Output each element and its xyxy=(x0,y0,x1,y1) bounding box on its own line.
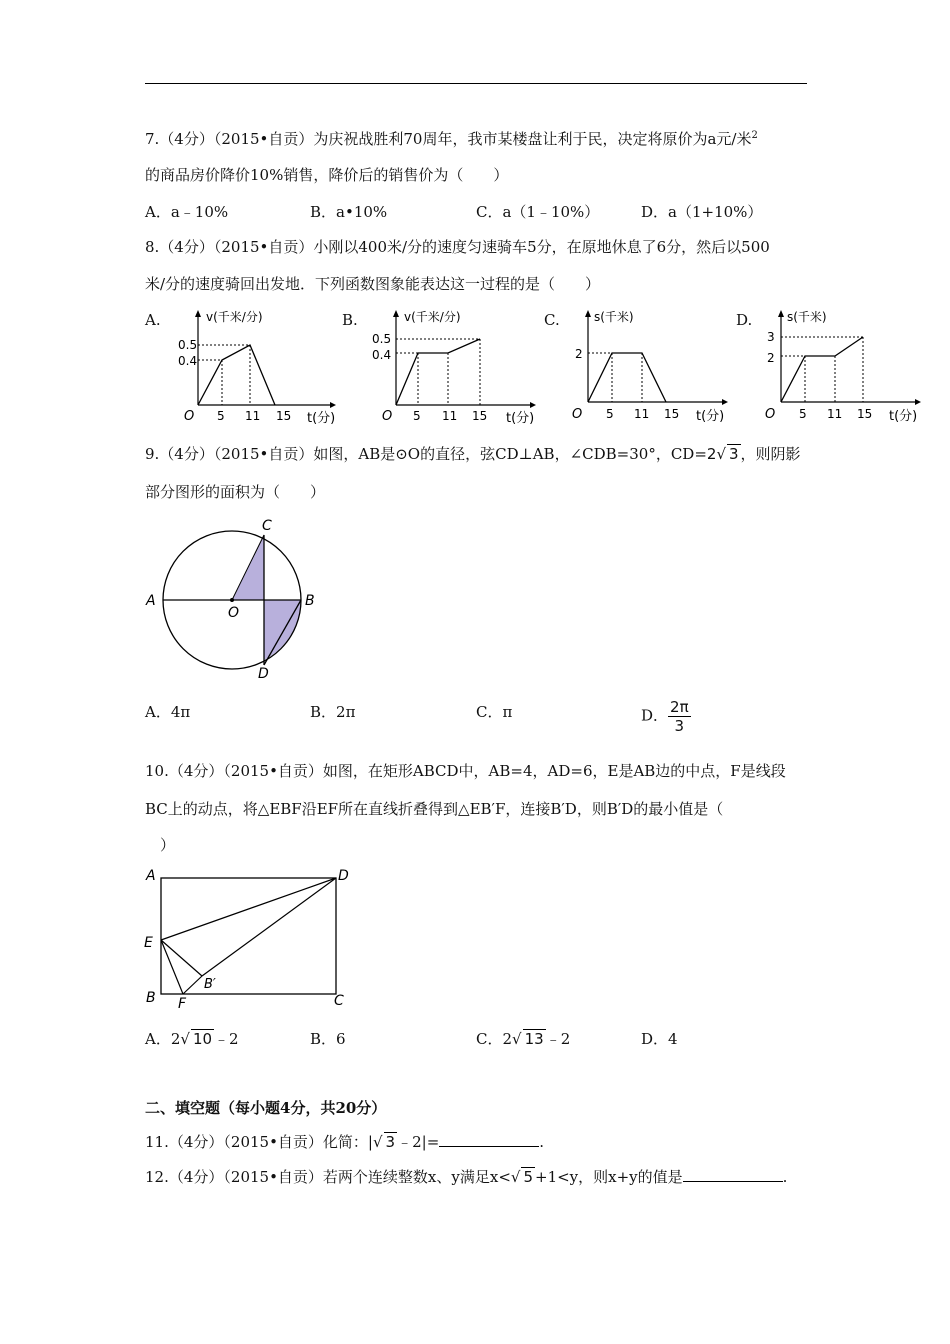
graph-d-xtick-1: 5 xyxy=(799,407,807,421)
graph-d-xtick-2: 11 xyxy=(827,407,843,421)
q9-option-a: A．4π xyxy=(145,703,191,721)
q10-label-d: D xyxy=(338,868,349,884)
q10-option-b: B．6 xyxy=(310,1030,346,1048)
graph-c-xtick-3: 15 xyxy=(664,407,680,421)
q8-option-c-letter: C. xyxy=(544,311,560,329)
graph-d-origin: O xyxy=(765,407,776,422)
graph-c-ylabel: s(千米) xyxy=(594,310,634,324)
q9-circle-figure xyxy=(140,515,330,685)
graph-a-ylabel: v(千米/分) xyxy=(206,310,263,324)
section-title: 二、填空题（每小题4分，共20分） xyxy=(145,1099,387,1117)
graph-a-ytick-2: 0.4 xyxy=(178,354,198,368)
graph-a-ytick-1: 0.5 xyxy=(178,338,198,352)
graph-b-ylabel: v(千米/分) xyxy=(404,310,461,324)
graph-c-ytick-1: 2 xyxy=(575,347,583,361)
graph-a-xtick-3: 15 xyxy=(276,409,292,423)
q8-graph-c xyxy=(562,305,742,430)
q9-option-c: C．π xyxy=(476,703,513,721)
graph-a-xtick-2: 11 xyxy=(245,409,261,423)
graph-c-xlabel: t(分) xyxy=(696,409,725,424)
q10-rectangle-figure xyxy=(140,862,365,1012)
q7-option-b: B．a•10% xyxy=(310,203,388,221)
q11-line: 11.（4分）（2015•自贡）化简：|√ 3 ﹣2|= . xyxy=(145,1133,545,1151)
graph-b-xlabel: t(分) xyxy=(506,411,535,426)
graph-b-ytick-2: 0.4 xyxy=(372,348,392,362)
q9-option-b: B．2π xyxy=(310,703,356,721)
q12-answer-blank[interactable] xyxy=(683,1167,783,1182)
graph-d-xlabel: t(分) xyxy=(889,409,918,424)
graph-a-origin: O xyxy=(184,409,195,424)
graph-c-origin: O xyxy=(572,407,583,422)
q8-option-b-letter: B. xyxy=(342,311,358,329)
q10-line3: ） xyxy=(160,836,176,854)
q8-graph-d xyxy=(755,305,935,430)
header-rule xyxy=(145,83,807,84)
q10-label-f: F xyxy=(178,996,187,1012)
q8-graph-a xyxy=(170,305,340,430)
q10-option-c: C．2√ 13 ﹣2 xyxy=(476,1030,571,1048)
graph-d-ylabel: s(千米) xyxy=(787,310,827,324)
graph-b-xtick-3: 15 xyxy=(472,409,488,423)
graph-a-xtick-1: 5 xyxy=(217,409,225,423)
q10-label-e: E xyxy=(144,935,153,951)
q10-label-c: C xyxy=(334,993,344,1009)
q10-option-a: A．2√ 10 ﹣2 xyxy=(145,1030,239,1048)
q10-option-d: D．4 xyxy=(641,1030,678,1048)
graph-b-xtick-2: 11 xyxy=(442,409,458,423)
q10-label-bprime: B′ xyxy=(204,977,216,992)
q9-label-c: C xyxy=(262,518,272,534)
q7-option-d: D．a（1+10%） xyxy=(641,203,763,221)
q9-label-b: B xyxy=(305,593,315,609)
q10-line2: BC上的动点，将△EBF沿EF所在直线折叠得到△EB′F，连接B′D，则B′D的最小值是（ xyxy=(145,800,724,818)
graph-b-origin: O xyxy=(382,409,393,424)
q11-answer-blank[interactable] xyxy=(439,1132,539,1147)
q8-option-a-letter: A. xyxy=(145,311,161,329)
q7-option-c: C．a（1﹣10%） xyxy=(476,203,600,221)
q9-line2: 部分图形的面积为（ ） xyxy=(145,483,326,501)
graph-a-xlabel: t(分) xyxy=(307,411,336,426)
q10-label-b: B xyxy=(146,990,156,1006)
graph-c-xtick-2: 11 xyxy=(634,407,650,421)
graph-b-xtick-1: 5 xyxy=(413,409,421,423)
graph-d-ytick-2: 2 xyxy=(767,351,775,365)
q9-line1: 9.（4分）（2015•自贡）如图，AB是⊙O的直径，弦CD⊥AB，∠CDB=30°，CD=2√ 3 ，则阴影 xyxy=(145,445,801,463)
q10-line1: 10.（4分）（2015•自贡）如图，在矩形ABCD中，AB=4，AD=6，E是AB边的中点，F是线段 xyxy=(145,762,786,780)
q9-label-d: D xyxy=(258,666,269,682)
q8-line1: 8.（4分）（2015•自贡）小刚以400米/分的速度匀速骑车5分，在原地休息了6分，然后以500 xyxy=(145,238,770,256)
q7-line1: 7.（4分）（2015•自贡）为庆祝战胜利70周年，我市某楼盘让利于民，决定将原价为a元/米$^2$ xyxy=(145,130,758,148)
q7-option-a: A．a﹣10% xyxy=(145,203,229,221)
q10-label-a: A xyxy=(146,868,156,884)
q9-option-d: D． $\frac{2\pi}{3}$ xyxy=(641,698,689,735)
q12-line: 12.（4分）（2015•自贡）若两个连续整数x、y满足x<√ 5 +1<y，则x+y的值是 . xyxy=(145,1168,788,1186)
q9-label-a: A xyxy=(146,593,156,609)
graph-d-xtick-3: 15 xyxy=(857,407,873,421)
q7-line2: 的商品房价降价10%销售，降价后的销售价为（ ） xyxy=(145,166,509,184)
q9-label-o: O xyxy=(228,605,240,621)
graph-b-ytick-1: 0.5 xyxy=(372,332,392,346)
q8-option-d-letter: D. xyxy=(736,311,753,329)
graph-c-xtick-1: 5 xyxy=(606,407,614,421)
q8-graph-b xyxy=(368,305,543,430)
graph-d-ytick-1: 3 xyxy=(767,330,775,344)
q8-line2: 米/分的速度骑回出发地．下列函数图象能表达这一过程的是（ ） xyxy=(145,275,601,293)
